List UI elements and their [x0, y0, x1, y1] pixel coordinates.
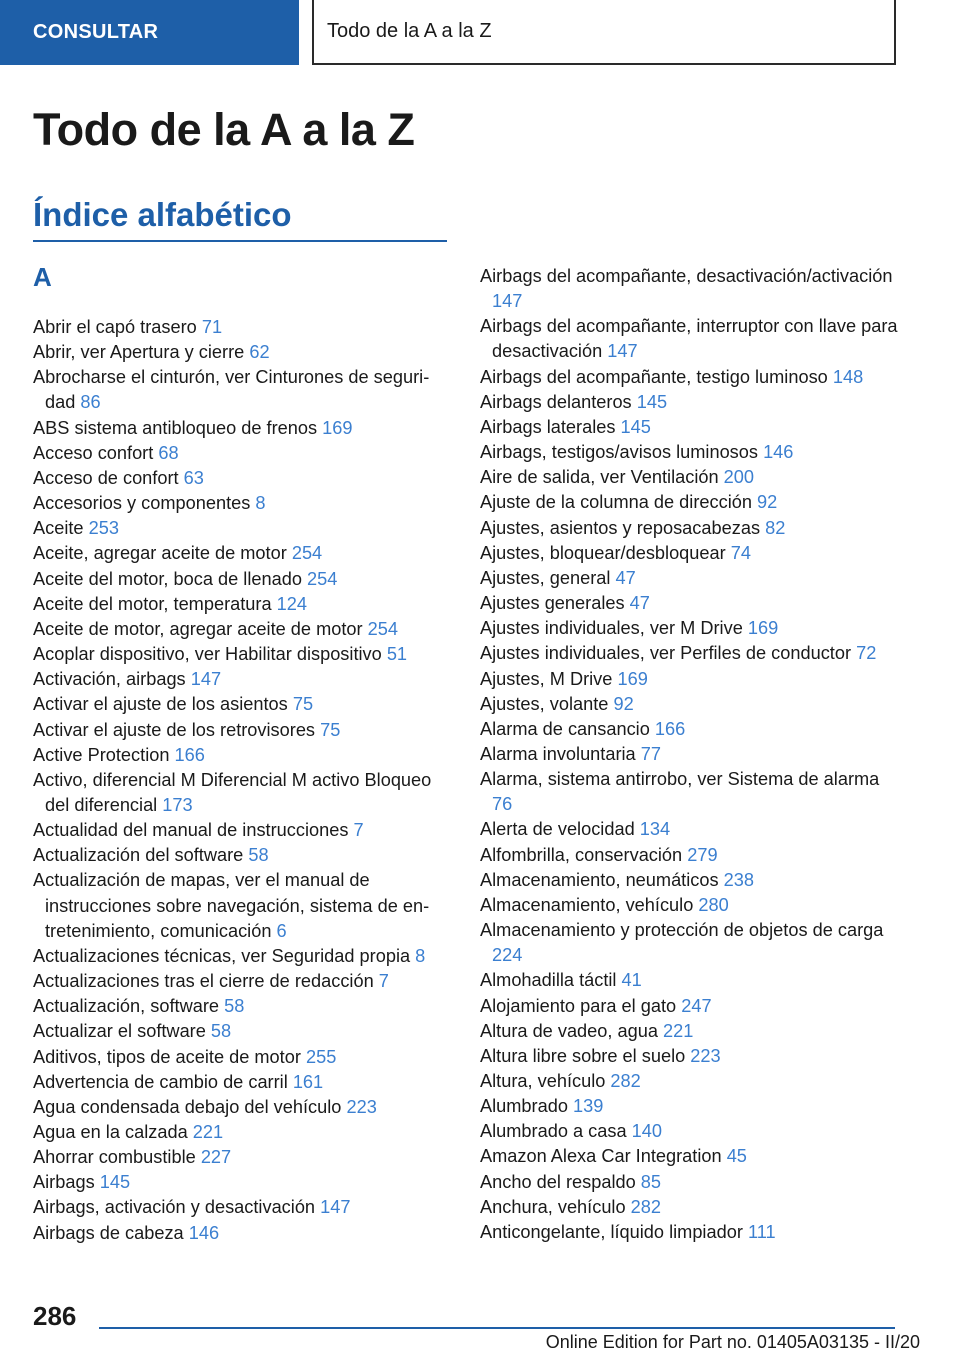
- index-entry-text: Almacenamiento, vehículo: [480, 894, 694, 915]
- index-entry-text: Advertencia de cambio de carril: [33, 1071, 288, 1092]
- index-entry-page-link[interactable]: 111: [747, 1221, 776, 1242]
- index-entry: [480, 994, 900, 1019]
- index-entry-text: Acceso confort: [33, 442, 154, 463]
- index-entry-text: Airbags, testigos/avisos luminosos: [480, 442, 758, 463]
- index-entry: [480, 717, 900, 742]
- index-entry-text: Actualidad del manual de instrucciones: [33, 820, 349, 841]
- index-entry: [480, 1019, 900, 1044]
- index-entry-page-link[interactable]: 145: [99, 1172, 131, 1193]
- index-entry: [480, 1195, 900, 1220]
- index-entry: [480, 566, 900, 591]
- index-entry: [480, 264, 900, 314]
- index-entry-page-link[interactable]: 74: [730, 542, 751, 563]
- index-entry-text: Ajustes, volante: [480, 693, 609, 714]
- index-entry-text: Airbags del acompañante, desactivación/activación: [480, 266, 893, 286]
- index-entry-text: Alarma, sistema antirrobo, ver Sistema de alarma: [480, 769, 880, 790]
- index-entry: [33, 692, 453, 717]
- index-entry-text: ABS sistema antibloqueo de frenos: [33, 417, 318, 438]
- index-entry-text: Activar el ajuste de los retrovisores: [33, 719, 316, 740]
- index-entry-page-link[interactable]: 147: [320, 1197, 351, 1218]
- index-entry-text: Acceso de confort: [33, 467, 179, 488]
- index-entry: [480, 616, 900, 641]
- index-entry: [480, 465, 900, 490]
- index-entry: [480, 591, 900, 616]
- index-entry-text: Alarma de cansancio: [480, 718, 650, 739]
- index-entry: [480, 667, 900, 692]
- index-entry-page-link[interactable]: 161: [292, 1071, 324, 1092]
- index-entry: [480, 390, 900, 415]
- index-entry: [33, 1195, 453, 1220]
- index-entry-page-link[interactable]: 62: [249, 342, 270, 363]
- index-entry-page-link[interactable]: 166: [174, 744, 205, 765]
- index-entry: [33, 1120, 453, 1145]
- index-entry-text: Airbags: [33, 1172, 95, 1193]
- index-entry-page-link[interactable]: 148: [832, 366, 864, 387]
- index-entry-page-link[interactable]: 221: [663, 1020, 694, 1041]
- index-entry: [480, 541, 900, 566]
- index-entry-text: Abrir, ver Apertura y cierre: [33, 342, 245, 363]
- index-entry-text: Activar el ajuste de los asientos: [33, 694, 288, 715]
- index-entry: [480, 767, 900, 817]
- chapter-header: [312, 0, 896, 65]
- index-entry: [33, 441, 453, 466]
- index-entry: [33, 516, 453, 541]
- index-entry-text: Ajustes, general: [480, 567, 611, 588]
- index-entry-page-link[interactable]: 253: [88, 518, 119, 539]
- index-entry-text: Abrocharse el cinturón, ver Cinturones de seguridad: [33, 367, 430, 413]
- index-entry: [33, 567, 453, 592]
- index-entry-text: Accesorios y componentes: [33, 493, 251, 514]
- index-entry-page-link[interactable]: 63: [183, 467, 204, 488]
- index-entry-text: Almacenamiento, neumáticos: [480, 869, 719, 890]
- index-entry: [480, 365, 900, 390]
- index-column-left: [33, 315, 453, 1246]
- index-entry-page-link[interactable]: 75: [292, 694, 314, 715]
- index-entry: [33, 416, 453, 441]
- index-entry-page-link[interactable]: 282: [610, 1071, 641, 1091]
- index-entry: [480, 968, 900, 993]
- index-entry-page-link[interactable]: 72: [856, 643, 877, 664]
- index-entry-text: Actualización del software: [33, 845, 244, 866]
- index-entry: [33, 315, 453, 340]
- index-column-right: [480, 264, 900, 1245]
- index-entry-page-link[interactable]: 85: [640, 1171, 662, 1192]
- index-entry-page-link[interactable]: 223: [690, 1045, 721, 1066]
- index-entry-page-link[interactable]: 82: [765, 517, 786, 538]
- page-number: 286: [33, 1301, 77, 1331]
- index-entry-text: Agua condensada debajo del vehículo: [33, 1096, 342, 1117]
- index-entry-text: Ancho del respaldo: [480, 1171, 636, 1192]
- index-entry: [480, 1044, 900, 1069]
- index-entry-text: Active Protection: [33, 744, 170, 765]
- index-entry-page-link[interactable]: 140: [631, 1121, 663, 1142]
- section-divider: [33, 240, 447, 242]
- index-entry: [33, 768, 453, 818]
- index-entry-text: Amazon Alexa Car Integration: [480, 1146, 722, 1167]
- section-title: Índice alfabético: [33, 196, 292, 233]
- index-entry: [33, 994, 453, 1019]
- index-entry-page-link[interactable]: 76: [492, 794, 513, 815]
- section-tab-label: CONSULTAR: [33, 21, 159, 43]
- index-entry-page-link[interactable]: 8: [415, 945, 426, 966]
- index-entry-page-link[interactable]: 58: [210, 1021, 232, 1042]
- index-entry-page-link[interactable]: 173: [162, 794, 193, 815]
- index-entry-text: Almohadilla táctil: [480, 970, 617, 991]
- index-entry-text: Aceite: [33, 518, 84, 539]
- index-entry-text: Aceite del motor, boca de llenado: [33, 568, 302, 589]
- index-entry-page-link[interactable]: 169: [617, 668, 648, 689]
- section-tab: [0, 0, 299, 65]
- index-entry-page-link[interactable]: 224: [492, 945, 523, 966]
- index-entry: [480, 817, 900, 842]
- index-entry: [480, 516, 900, 541]
- index-entry-text: Actualización, software: [33, 996, 220, 1017]
- index-entry-text: Alfombrilla, conservación: [480, 844, 683, 865]
- index-entry-text: Abrir el capó trasero: [33, 317, 197, 337]
- index-entry-page-link[interactable]: 282: [630, 1196, 662, 1217]
- index-entry: [480, 1069, 900, 1094]
- footer-divider: [99, 1327, 895, 1329]
- index-entry-page-link[interactable]: 8: [255, 493, 266, 514]
- index-entry-page-link[interactable]: 68: [158, 442, 179, 463]
- index-entry: [33, 491, 453, 516]
- index-entry-text: Ajustes, bloquear/desbloquear: [480, 542, 726, 563]
- index-entry-text: Airbags del acompañante, testigo luminoso: [480, 366, 828, 387]
- index-entry: [480, 1220, 900, 1245]
- index-entry-text: Airbags, activación y desactivación: [33, 1197, 316, 1218]
- index-entry: [33, 718, 453, 743]
- index-entry: [33, 1145, 453, 1170]
- index-entry-page-link[interactable]: 227: [200, 1147, 232, 1168]
- index-entry: [33, 969, 453, 994]
- index-entry-page-link[interactable]: 71: [201, 317, 223, 337]
- index-entry-page-link[interactable]: 146: [763, 442, 794, 463]
- index-entry: [480, 440, 900, 465]
- index-entry-text: Acoplar dispositivo, ver Habilitar dispositivo: [33, 644, 382, 665]
- index-entry: [33, 617, 453, 642]
- index-entry-page-link[interactable]: 255: [305, 1046, 337, 1067]
- index-entry-page-link[interactable]: 238: [723, 869, 754, 890]
- index-entry-text: Alarma involuntaria: [480, 743, 636, 764]
- index-entry-text: Altura, vehículo: [480, 1071, 606, 1091]
- index-entry: [33, 1070, 453, 1095]
- index-entry: [33, 743, 453, 768]
- index-entry-text: Activación, airbags: [33, 669, 186, 690]
- index-entry-page-link[interactable]: 254: [367, 618, 398, 639]
- index-entry: [480, 1094, 900, 1119]
- index-entry-page-link[interactable]: 77: [640, 743, 661, 764]
- index-entry: [33, 667, 453, 692]
- index-entry-text: Aire de salida, ver Ventilación: [480, 467, 719, 488]
- index-entry: [33, 365, 453, 415]
- index-entry-page-link[interactable]: 86: [80, 392, 101, 413]
- index-entry-text: Anticongelante, líquido limpiador: [480, 1221, 743, 1242]
- index-entry: [33, 642, 453, 667]
- index-entry-text: Aditivos, tipos de aceite de motor: [33, 1046, 301, 1067]
- index-entry-page-link[interactable]: 200: [723, 467, 755, 488]
- index-entry: [480, 641, 900, 666]
- index-entry: [33, 541, 453, 566]
- index-entry: [33, 1095, 453, 1120]
- index-entry-text: Altura de vadeo, agua: [480, 1020, 658, 1041]
- index-entry-text: Aceite de motor, agregar aceite de motor: [33, 618, 363, 639]
- index-entry-text: Airbags delanteros: [480, 391, 632, 412]
- index-entry: [480, 918, 900, 968]
- index-entry-text: Alumbrado a casa: [480, 1121, 627, 1142]
- index-entry: [33, 340, 453, 365]
- index-entry: [480, 868, 900, 893]
- index-entry-text: Activo, diferencial M Diferencial M activo Bloqueo del diferencial: [33, 769, 432, 815]
- index-entry-page-link[interactable]: 145: [620, 416, 651, 437]
- index-entry-page-link[interactable]: 166: [654, 718, 686, 739]
- chapter-header-label: Todo de la A a la Z: [327, 20, 492, 42]
- index-entry: [33, 1045, 453, 1070]
- index-entry-text: Ajustes generales: [480, 593, 625, 614]
- index-entry-text: Agua en la calzada: [33, 1122, 188, 1142]
- index-entry-page-link[interactable]: 279: [687, 844, 718, 865]
- index-entry-page-link[interactable]: 254: [291, 543, 323, 564]
- index-entry-page-link[interactable]: 47: [615, 567, 636, 588]
- index-entry-page-link[interactable]: 254: [307, 568, 338, 589]
- index-entry-text: Ajuste de la columna de dirección: [480, 492, 752, 513]
- index-entry-text: Altura libre sobre el suelo: [480, 1045, 686, 1066]
- index-entry-text: Alumbrado: [480, 1096, 568, 1117]
- index-entry-page-link[interactable]: 45: [726, 1146, 747, 1167]
- index-entry-page-link[interactable]: 147: [607, 341, 638, 362]
- index-entry-page-link[interactable]: 139: [573, 1096, 604, 1117]
- index-entry-page-link[interactable]: 247: [681, 995, 712, 1016]
- index-entry: [480, 314, 900, 364]
- index-entry-text: Almacenamiento y protección de objetos de carga: [480, 920, 884, 941]
- index-entry-text: Ajustes, M Drive: [480, 668, 613, 689]
- index-entry: [33, 944, 453, 969]
- index-entry-text: Actualizaciones técnicas, ver Seguridad propia: [33, 945, 411, 966]
- index-entry-page-link[interactable]: 147: [190, 669, 222, 690]
- edition-note: Online Edition for Part no. 01405A03135 - II/20: [545, 1332, 920, 1352]
- index-entry-page-link[interactable]: 147: [492, 291, 523, 312]
- index-entry: [33, 1170, 453, 1195]
- index-entry-page-link[interactable]: 223: [346, 1096, 377, 1117]
- index-entry-page-link[interactable]: 58: [248, 845, 269, 866]
- index-entry-page-link[interactable]: 6: [276, 920, 287, 941]
- index-entry: [33, 843, 453, 868]
- index-entry-text: Ajustes individuales, ver Perfiles de conductor: [480, 643, 852, 664]
- index-entry-text: Actualizar el software: [33, 1021, 206, 1042]
- index-entry-page-link[interactable]: 146: [188, 1222, 220, 1243]
- index-entry-page-link[interactable]: 134: [639, 819, 671, 840]
- index-entry-page-link[interactable]: 221: [192, 1122, 224, 1142]
- index-entry-page-link[interactable]: 7: [378, 971, 389, 992]
- index-entry-text: Alojamiento para el gato: [480, 995, 677, 1016]
- index-entry: [33, 466, 453, 491]
- index-entry-page-link[interactable]: 75: [320, 719, 341, 740]
- index-entry-text: Ahorrar combustible: [33, 1147, 196, 1168]
- index-letter: A: [33, 262, 52, 292]
- index-entry-text: Anchura, vehículo: [480, 1196, 626, 1217]
- index-entry-page-link[interactable]: 92: [757, 492, 778, 513]
- index-entry-text: Ajustes, asientos y reposacabezas: [480, 517, 761, 538]
- index-entry: [33, 1221, 453, 1246]
- index-entry-page-link[interactable]: 92: [613, 693, 634, 714]
- index-entry-text: Aceite, agregar aceite de motor: [33, 543, 287, 564]
- index-entry-text: Airbags del acompañante, interruptor con llave para desactivación: [480, 316, 898, 362]
- index-entry: [480, 1119, 900, 1144]
- index-entry: [480, 843, 900, 868]
- index-entry-page-link[interactable]: 145: [636, 391, 668, 412]
- index-entry: [33, 868, 453, 943]
- index-entry: [480, 490, 900, 515]
- index-entry-page-link[interactable]: 7: [353, 820, 364, 841]
- index-entry: [480, 1144, 900, 1169]
- index-entry-text: Actualizaciones tras el cierre de redacción: [33, 971, 374, 992]
- index-entry: [33, 818, 453, 843]
- index-entry-text: Airbags laterales: [480, 416, 616, 437]
- index-entry: [480, 742, 900, 767]
- index-entry-page-link[interactable]: 169: [747, 618, 779, 639]
- index-entry-page-link[interactable]: 41: [621, 970, 642, 991]
- index-entry-page-link[interactable]: 124: [276, 593, 307, 614]
- index-entry: [33, 1019, 453, 1044]
- page-title: Todo de la A a la Z: [33, 104, 415, 155]
- index-entry-text: Airbags de cabeza: [33, 1222, 184, 1243]
- index-entry-text: Actualización de mapas, ver el manual de instrucciones sobre navegación, sistema de entretenimiento, comunicación: [33, 870, 430, 941]
- index-entry-text: Ajustes individuales, ver M Drive: [480, 618, 743, 639]
- index-entry: [33, 592, 453, 617]
- index-entry: [480, 893, 900, 918]
- index-entry-text: Alerta de velocidad: [480, 819, 635, 840]
- index-entry-page-link[interactable]: 51: [386, 644, 408, 665]
- index-entry: [480, 415, 900, 440]
- index-entry: [480, 692, 900, 717]
- index-entry-page-link[interactable]: 58: [224, 996, 245, 1017]
- index-entry-page-link[interactable]: 280: [698, 894, 729, 915]
- index-entry-page-link[interactable]: 169: [322, 417, 353, 438]
- index-entry-page-link[interactable]: 47: [629, 593, 650, 614]
- index-entry-text: Aceite del motor, temperatura: [33, 593, 272, 614]
- index-entry: [480, 1170, 900, 1195]
